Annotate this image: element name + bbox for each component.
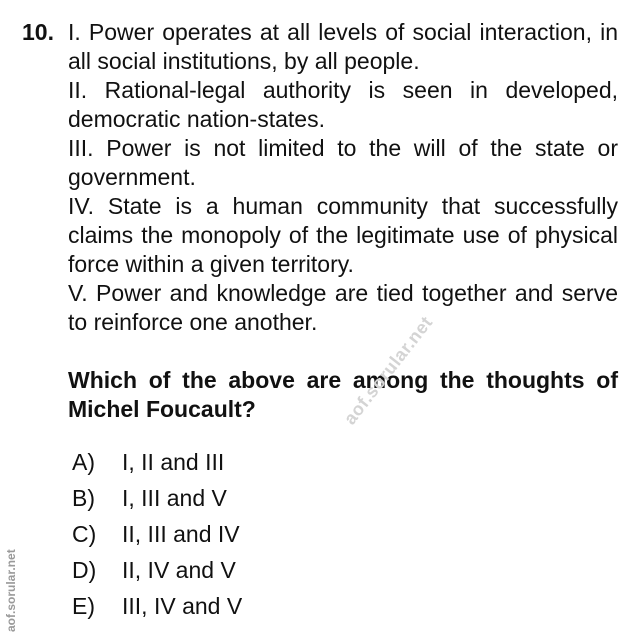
answer-options bbox=[72, 444, 242, 624]
statement-2: II. Rational-legal authority is seen in developed, democratic nation-states. bbox=[68, 77, 618, 132]
statement-4: IV. State is a human community that successfully claims the monopoly of the legitimate use of physical force within a given territory. bbox=[68, 193, 618, 277]
watermark-diagonal: aof.sorular.net bbox=[339, 312, 437, 429]
option-text: II, III and IV bbox=[122, 521, 240, 547]
question-number: 10. bbox=[22, 19, 54, 45]
option-letter: D) bbox=[72, 557, 97, 583]
option-text: II, IV and V bbox=[122, 557, 236, 583]
statement-1: I. Power operates at all levels of social interaction, in all social institutions, by all people. bbox=[68, 19, 618, 74]
option-e[interactable] bbox=[72, 588, 242, 624]
option-text: I, III and V bbox=[122, 485, 227, 511]
option-letter: A) bbox=[72, 449, 95, 475]
option-letter: E) bbox=[72, 593, 95, 619]
statements-block bbox=[68, 18, 618, 337]
option-c[interactable] bbox=[72, 516, 242, 552]
question-prompt: Which of the above are among the thoughts of Michel Foucault? bbox=[68, 367, 618, 422]
option-text: I, II and III bbox=[122, 449, 225, 475]
option-a[interactable] bbox=[72, 444, 242, 480]
statement-5: V. Power and knowledge are tied together and serve to reinforce one another. bbox=[68, 280, 618, 335]
option-letter: C) bbox=[72, 521, 97, 547]
statement-3: III. Power is not limited to the will of the state or government. bbox=[68, 135, 618, 190]
option-b[interactable] bbox=[72, 480, 242, 516]
watermark-vertical: aof.sorular.net bbox=[4, 549, 18, 632]
option-text: III, IV and V bbox=[122, 593, 243, 619]
option-d[interactable] bbox=[72, 552, 242, 588]
option-letter: B) bbox=[72, 485, 95, 511]
